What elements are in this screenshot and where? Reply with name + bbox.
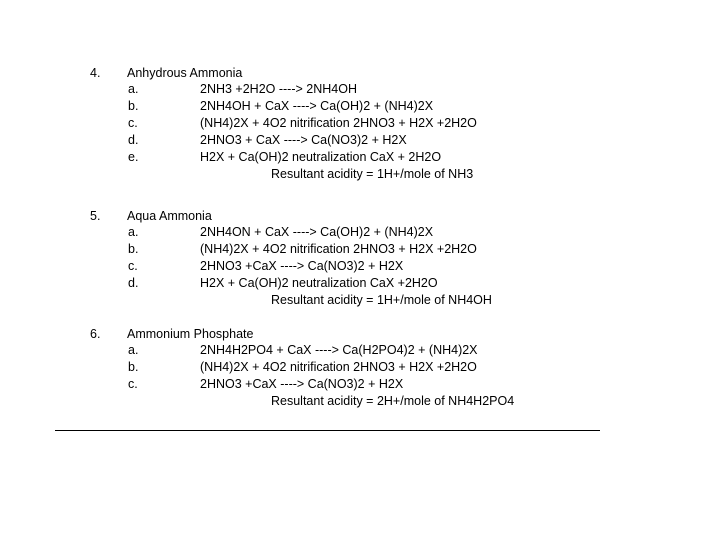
section-number: 5.: [90, 209, 101, 223]
equation: 2NH3 +2H2O ----> 2NH4OH: [200, 82, 357, 96]
step-letter: a.: [128, 225, 139, 239]
resultant-acidity: Resultant acidity = 1H+/mole of NH3: [271, 167, 474, 181]
equation: 2HNO3 +CaX ----> Ca(NO3)2 + H2X: [200, 377, 404, 391]
equation: 2NH4H2PO4 + CaX ----> Ca(H2PO4)2 + (NH4)2X: [200, 343, 478, 357]
equation: 2HNO3 + CaX ----> Ca(NO3)2 + H2X: [200, 133, 407, 147]
step-letter: c.: [128, 377, 138, 391]
step-letter: e.: [128, 150, 139, 164]
section-title: Anhydrous Ammonia: [127, 66, 243, 80]
section-number: 4.: [90, 66, 101, 80]
equation: 2HNO3 +CaX ----> Ca(NO3)2 + H2X: [200, 259, 404, 273]
resultant-acidity: Resultant acidity = 2H+/mole of NH4H2PO4: [271, 394, 515, 408]
section-title: Aqua Ammonia: [127, 209, 212, 223]
equation: 2NH4OH + CaX ----> Ca(OH)2 + (NH4)2X: [200, 99, 434, 113]
equation: (NH4)2X + 4O2 nitrification 2HNO3 + H2X +2H2O: [200, 360, 477, 374]
step-letter: d.: [128, 133, 139, 147]
step-letter: b.: [128, 242, 139, 256]
equation: (NH4)2X + 4O2 nitrification 2HNO3 + H2X +2H2O: [200, 242, 477, 256]
resultant-acidity: Resultant acidity = 1H+/mole of NH4OH: [271, 293, 492, 307]
step-letter: b.: [128, 360, 139, 374]
equation: H2X + Ca(OH)2 neutralization CaX +2H2O: [200, 276, 438, 290]
step-letter: b.: [128, 99, 139, 113]
horizontal-rule: [55, 430, 600, 431]
step-letter: c.: [128, 259, 138, 273]
step-letter: a.: [128, 343, 139, 357]
equation: (NH4)2X + 4O2 nitrification 2HNO3 + H2X +2H2O: [200, 116, 477, 130]
equation: H2X + Ca(OH)2 neutralization CaX + 2H2O: [200, 150, 442, 164]
section-title: Ammonium Phosphate: [127, 327, 254, 341]
section-number: 6.: [90, 327, 101, 341]
step-letter: d.: [128, 276, 139, 290]
equation: 2NH4ON + CaX ----> Ca(OH)2 + (NH4)2X: [200, 225, 434, 239]
step-letter: a.: [128, 82, 139, 96]
step-letter: c.: [128, 116, 138, 130]
